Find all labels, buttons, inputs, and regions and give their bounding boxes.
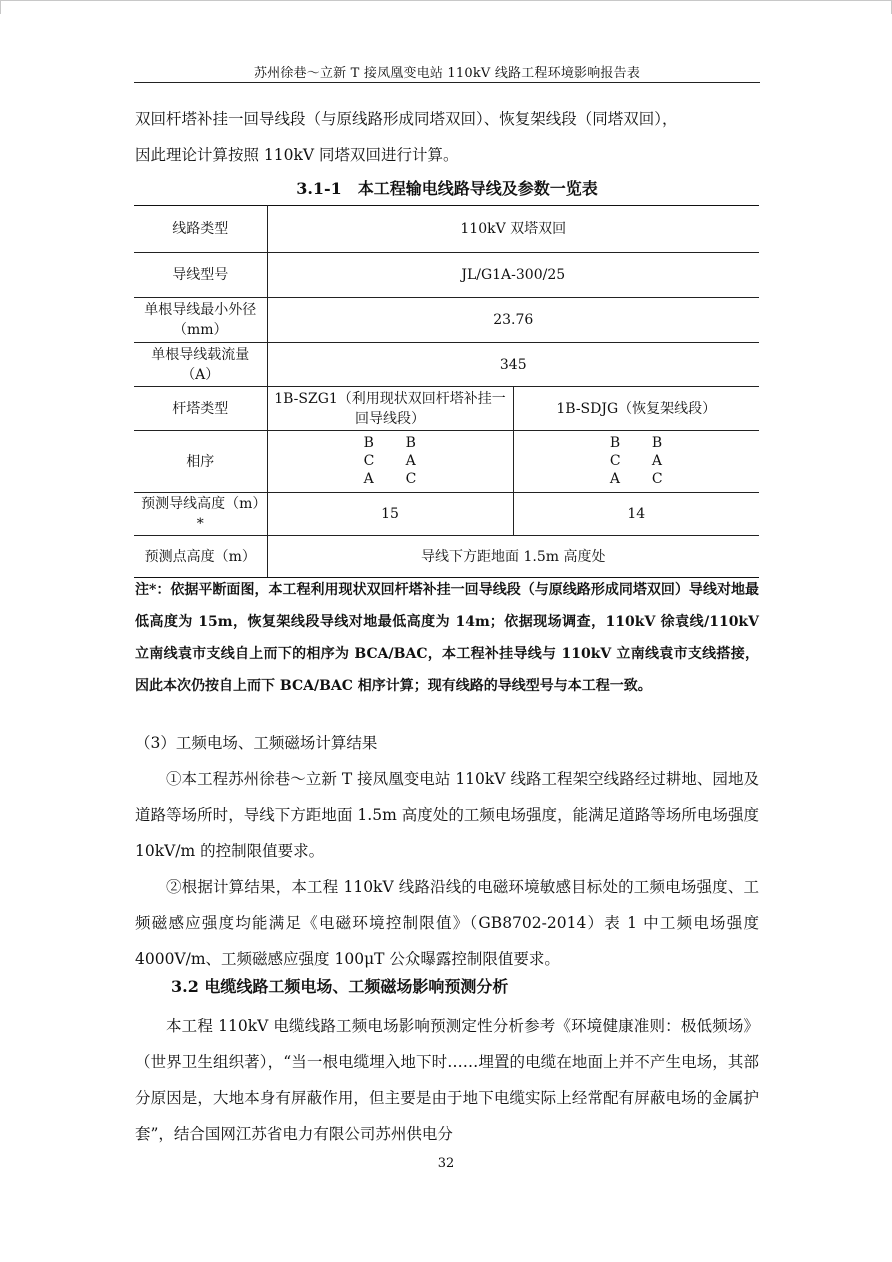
- pred-point-value: 导线下方距地面 1.5m 高度处: [267, 536, 759, 578]
- table-row: [134, 253, 759, 298]
- page-border-top: [0, 0, 892, 2]
- results-paragraph-1: ①本工程苏州徐巷～立新 T 接凤凰变电站 110kV 线路工程架空线路经过耕地、园地及道路等场所时，导线下方距地面 1.5m 高度处的工频电场强度，能满足道路等场所电场强度 10kV/m 的控制限值要求。: [135, 770, 759, 860]
- phase-grid: [364, 434, 417, 488]
- table-note: 注*：依据平断面图，本工程利用现状双回杆塔补挂一回导线段（与原线路形成同塔双回）导线对地最低高度为 15m，恢复架线段导线对地最低高度为 14m；依据现场调查，110kV 徐袁线/110kV 立南线袁市支线自上而下的相序为 BCA/BAC，本工程补挂导线与 110kV 立南线袁市支线搭接，因此本次仍按自上而下 BCA/BAC 相序计算；现有线路的导线型号与本工程一致。: [135, 582, 759, 694]
- row-label: 导线型号: [134, 253, 267, 298]
- row-label: 相序: [134, 431, 267, 493]
- phase-cell: C: [363, 453, 375, 469]
- section-heading: 3.2 电缆线路工频电场、工频磁场影响预测分析: [171, 977, 509, 996]
- intro-line-2: 因此理论计算按照 110kV 同塔双回进行计算。: [135, 146, 459, 164]
- ampacity-value: 345: [267, 343, 759, 387]
- phase-cell: C: [651, 471, 663, 487]
- phase-cell: A: [363, 471, 374, 487]
- conductor-model-value: JL/G1A-300/25: [267, 253, 759, 298]
- phase-grid: [610, 434, 663, 488]
- intro-line-1: 双回杆塔补挂一回导线段（与原线路形成同塔双回）、恢复架线段（同塔双回），: [135, 110, 678, 128]
- tower-type-col2: 1B-SDJG（恢复架线段）: [513, 387, 759, 431]
- pred-height-col1: 15: [267, 493, 513, 536]
- table-row: [134, 298, 759, 343]
- min-diameter-value: 23.76: [267, 298, 759, 343]
- tower-type-col1: 1B-SZG1（利用现状双回杆塔补挂一回导线段）: [267, 387, 513, 431]
- row-label: 线路类型: [134, 206, 267, 253]
- results-heading: （3）工频电场、工频磁场计算结果: [135, 734, 378, 752]
- phase-cell: B: [609, 435, 621, 451]
- pred-height-col2: 14: [513, 493, 759, 536]
- phase-seq-col2: [513, 431, 759, 493]
- results-paragraph-2: ②根据计算结果，本工程 110kV 线路沿线的电磁环境敏感目标处的工频电场强度、工频磁感应强度均能满足《电磁环境控制限值》（GB8702-2014）表 1 中工频电场强度 4000V/m、工频磁感应强度 100μT 公众曝露控制限值要求。: [135, 878, 759, 968]
- table-row: [134, 431, 759, 493]
- phase-cell: A: [609, 471, 621, 487]
- phase-cell: B: [363, 435, 374, 451]
- table-row: [134, 206, 759, 253]
- header-rule: [134, 82, 760, 83]
- phase-cell: B: [405, 435, 416, 451]
- page-header: 苏州徐巷～立新 T 接凤凰变电站 110kV 线路工程环境影响报告表: [253, 66, 641, 81]
- row-label: 预测点高度（m）: [134, 536, 267, 578]
- table-row: [134, 343, 759, 387]
- phase-cell: A: [651, 453, 663, 469]
- line-type-value: 110kV 双塔双回: [267, 206, 759, 253]
- section-paragraph: 本工程 110kV 电缆线路工频电场影响预测定性分析参考《环境健康准则：极低频场》（世界卫生组织著），“当一根电缆埋入地下时……埋置的电缆在地面上并不产生电场，其部分原因是，大地本身有屏蔽作用，但主要是由于地下电缆实际上经常配有屏蔽电场的金属护套”，结合国网江苏省电力有限公司苏州供电分: [135, 1017, 759, 1143]
- table-row: [134, 493, 759, 536]
- table-title: 3.1-1 本工程输电线路导线及参数一览表: [296, 179, 598, 198]
- page-number: 32: [437, 1156, 455, 1171]
- row-label: 杆塔类型: [134, 387, 267, 431]
- phase-cell: C: [609, 453, 621, 469]
- row-label: 预测导线高度（m）*: [134, 493, 267, 536]
- phase-cell: B: [651, 435, 663, 451]
- row-label: 单根导线载流量（A）: [134, 343, 267, 387]
- table-row: [134, 536, 759, 578]
- phase-seq-col1: [267, 431, 513, 493]
- parameters-table: [134, 205, 759, 578]
- phase-cell: C: [405, 471, 417, 487]
- row-label: 单根导线最小外径（mm）: [134, 298, 267, 343]
- phase-cell: A: [405, 453, 416, 469]
- table-row: [134, 387, 759, 431]
- page-corner-left: [0, 0, 2, 14]
